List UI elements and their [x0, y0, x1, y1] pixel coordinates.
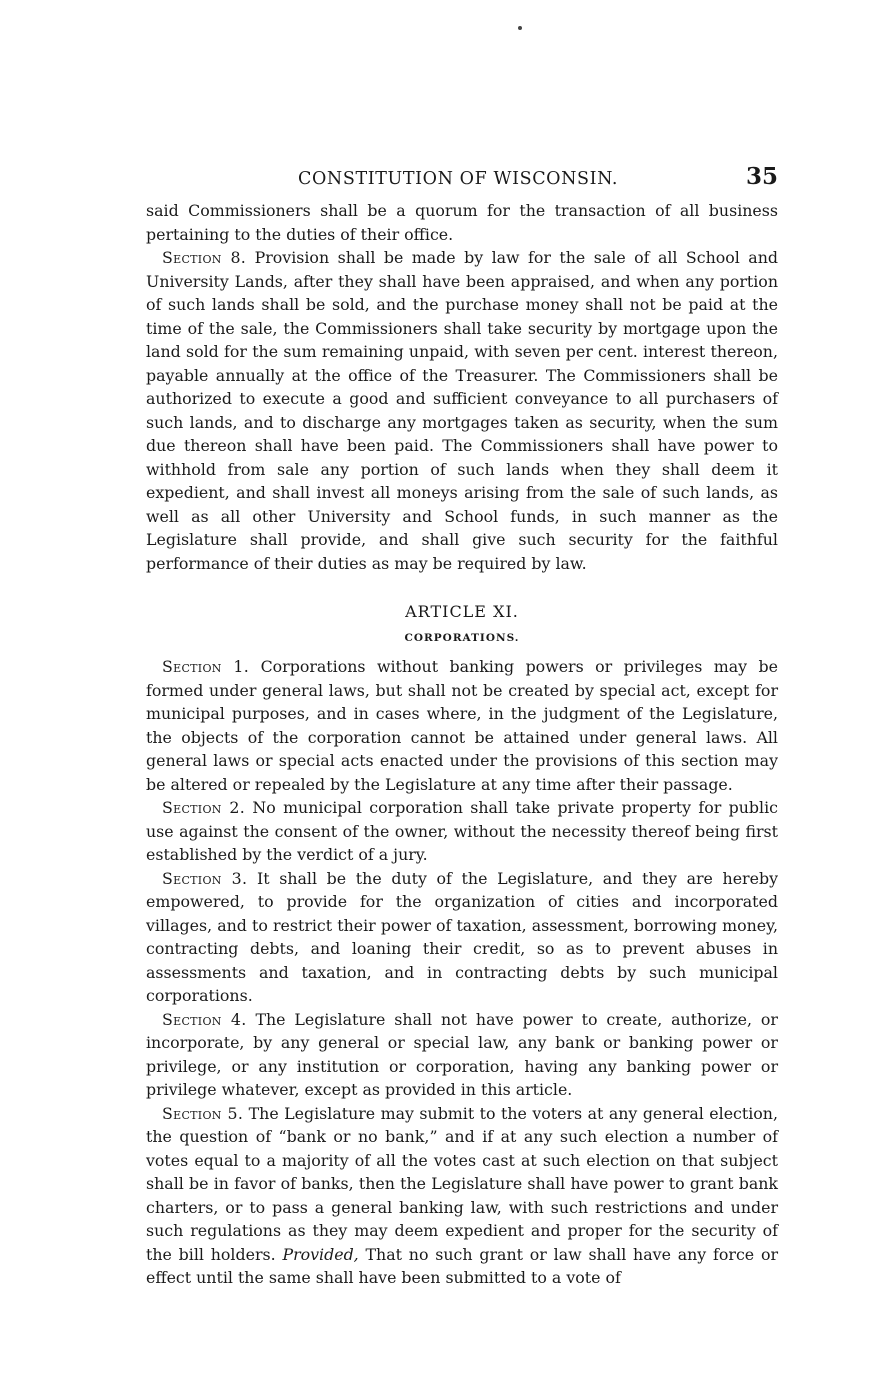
continuation-paragraph: said Commissioners shall be a quorum for the transaction of all business pertaining to the duties of their office. — [146, 201, 778, 244]
article-section-3 — [146, 867, 778, 1008]
article-subheading: CORPORATIONS. — [404, 632, 520, 644]
running-head — [146, 163, 778, 199]
provided-keyword: Provided, — [282, 1244, 359, 1264]
running-head-title: CONSTITUTION OF WISCONSIN. — [298, 169, 619, 189]
article-heading: ARTICLE XI. — [405, 602, 519, 621]
section-text: It shall be the duty of the Legislature, and they are hereby empowered, to provide for the organization of cities and incorporated villages, and to restrict their power of taxation, assessment, borrowing money, contracting debts, and loaning their credit, so as to prevent abuses in assessments and taxation, and in contracting debts by such municipal corporations. — [146, 868, 778, 1005]
section-8-label: Section 8. — [162, 248, 247, 267]
section-label: Section 3. — [162, 868, 248, 888]
section-label: Section 1. — [162, 657, 250, 676]
article-section-1 — [146, 655, 778, 796]
section-text: The Legislature may submit to the voters at any general election, the question of “bank or no bank,” and if at any such election a number of votes equal to a majority of all the votes cast at such election on that subject shall be in favor of banks, then the Legislature shall have power to grant bank charters, or to pass a general banking law, with such restrictions and under such regulations as they may deem expedient and proper for the security of the bill holders. — [146, 1103, 778, 1264]
section-label: Section 2. — [162, 798, 246, 817]
section-text: The Legislature shall not have power to create, authorize, or incorporate, by any general or special law, any bank or banking power or privilege, or any institution or corporation, having any banking power or privilege whatever, except as provided in this article. — [146, 1009, 778, 1099]
section-8-paragraph — [146, 246, 778, 575]
section-label: Section 5. — [162, 1103, 244, 1123]
section-text: Corporations without banking powers or privileges may be formed under general laws, but shall not be created by special act, except for municipal purposes, and in cases where, in the judgment of the Legislature, the objects of the corporation cannot be attained under general laws. All general laws or special acts enacted under the provisions of this section may be altered or repealed by the Legislature at any time after their passage. — [146, 657, 778, 794]
page-number: 35 — [745, 163, 778, 190]
document-page — [146, 163, 778, 1290]
article-section-4 — [146, 1008, 778, 1102]
section-text-continued: That no such grant or law shall have any force or effect until the same shall have been submitted to a vote of — [146, 1244, 779, 1287]
section-text: No municipal corporation shall take private property for public use against the consent of the owner, without the necessity thereof being first established by the verdict of a jury. — [146, 798, 778, 864]
section-label: Section 4. — [162, 1009, 247, 1029]
article-section-5 — [146, 1102, 778, 1290]
article-section-2 — [146, 796, 778, 867]
section-8-text: Provision shall be made by law for the sale of all School and University Lands, after they shall have been appraised, and when any portion of such lands shall be sold, and the purchase money shall not be paid at the time of the sale, the Commissioners shall take security by mortgage upon the land sold for the sum remaining unpaid, with seven per cent. interest thereon, payable annually at the office of the Treasurer. The Commissioners shall be authorized to execute a good and sufficient conveyance to all purchasers of such lands, and to discharge any mortgages taken as security, when the sum due thereon shall have been paid. The Commissioners shall have power to withhold from sale any portion of such lands when they shall deem it expedient, and shall invest all moneys arising from the sale of such lands, as well as all other University and School funds, in such manner as the Legislature shall provide, and shall give such security for the faithful performance of their duties as may be required by law. — [146, 248, 779, 573]
print-speck — [518, 26, 522, 30]
